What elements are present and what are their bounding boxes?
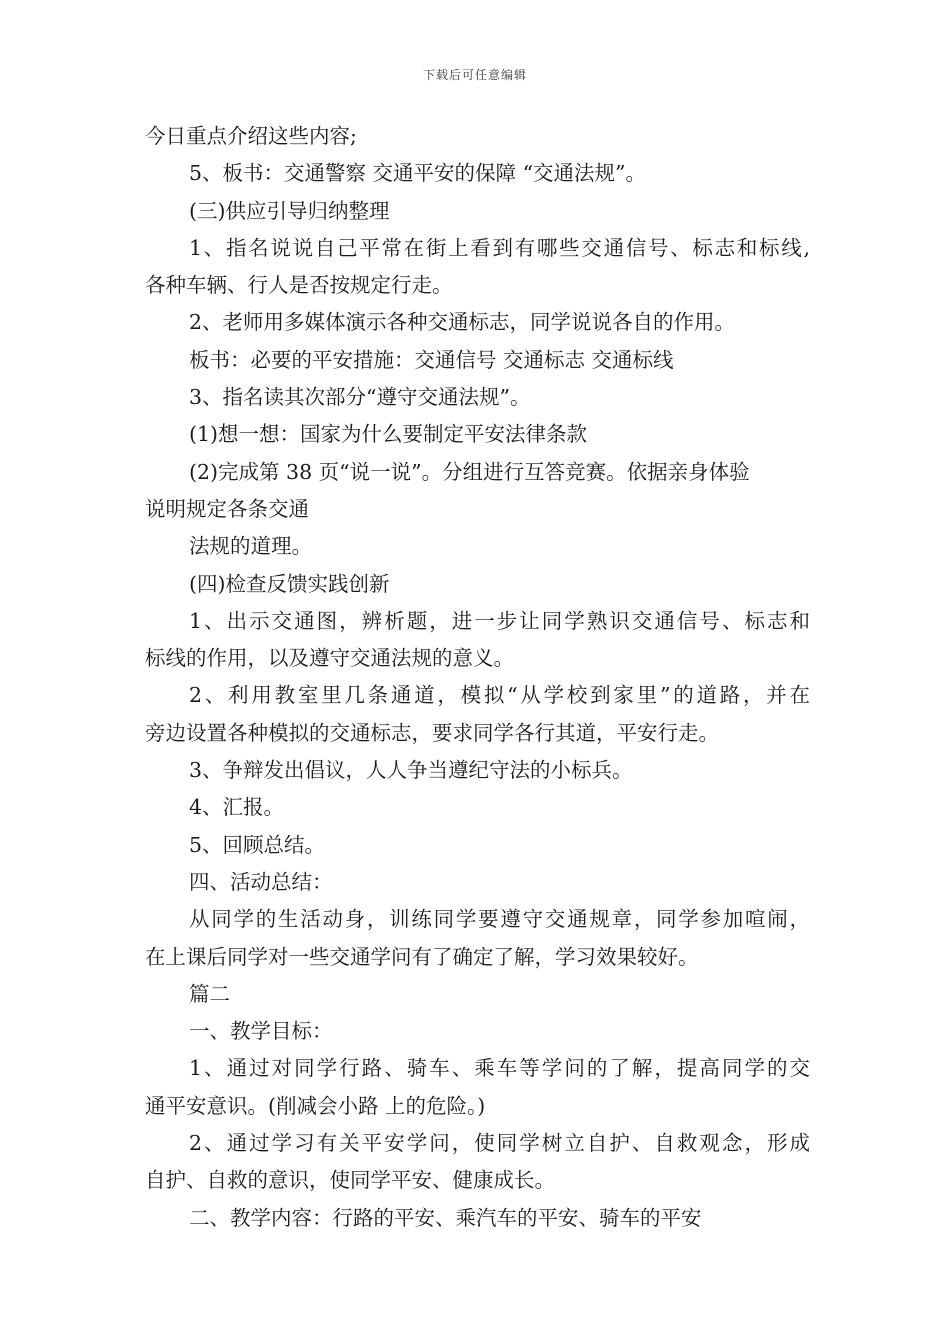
text-line: 各种车辆、行人是否按规定行走。 (145, 273, 453, 298)
text-line: 标线的作用，以及遵守交通法规的意义。 (145, 646, 514, 671)
text-line: 法规的道理。 (189, 534, 312, 559)
text-line: 2、老师用多媒体演示各种交通标志，同学说说各自的作用。 (189, 310, 736, 335)
text-line: 今日重点介绍这些内容; (145, 124, 357, 148)
text-line: 2、利用教室里几条通道，模拟“从学校到家里”的道路，并在 (189, 683, 810, 708)
text-line: 2、通过学习有关平安学问，使同学树立自护、自救观念，形成 (189, 1131, 810, 1156)
text-line: 3、争辩发出倡议，人人争当遵纪守法的小标兵。 (189, 758, 633, 783)
text-line: 一、教学目标： (189, 1019, 333, 1044)
text-line: 5、回顾总结。 (189, 832, 326, 857)
text-line: 5、板书：交通警察 交通平安的保障 “交通法规”。 (189, 161, 647, 186)
text-line: 二、教学内容：行路的平安、乘汽车的平安、骑车的平安 (189, 1205, 702, 1230)
text-line: 从同学的生活动身，训练同学要遵守交通规章，同学参加喧闹， (189, 907, 810, 932)
text-line: 旁边设置各种模拟的交通标志，要求同学各行其道，平安行走。 (145, 720, 719, 745)
text-line: 1、出示交通图，辨析题，进一步让同学熟识交通信号、标志和 (189, 608, 810, 633)
text-line: (四)检查反馈实践创新 (189, 571, 390, 596)
text-line: (1)想一想：国家为什么要制定平安法律条款 (189, 422, 588, 447)
text-line: 说明规定各条交通 (145, 496, 309, 521)
text-line: 板书：必要的平安措施：交通信号 交通标志 交通标线 (189, 347, 674, 372)
text-line: (2)完成第 38 页“说一说”。分组进行互答竞赛。依据亲身体验 (189, 459, 750, 484)
text-line: 3、指名读其次部分“遵守交通法规”。 (189, 385, 531, 410)
text-line: 1、通过对同学行路、骑车、乘车等学问的了解，提高同学的交 (189, 1056, 810, 1081)
text-line: (三)供应引导归纳整理 (189, 198, 390, 223)
text-line: 篇二 (189, 981, 230, 1006)
text-line: 四、活动总结： (189, 869, 333, 894)
text-line: 在上课后同学对一些交通学问有了确定了解，学习效果较好。 (145, 944, 699, 969)
text-line: 自护、自救的意识，使同学平安、健康成长。 (145, 1168, 555, 1193)
document-body (145, 118, 810, 1237)
page-header: 下载后可任意编辑 (422, 68, 527, 82)
text-line: 1、指名说说自己平常在街上看到有哪些交通信号、标志和标线, (189, 235, 810, 260)
text-line: 通平安意识。(削减会小路 上的危险。) (145, 1093, 486, 1118)
text-line: 4、汇报。 (189, 795, 285, 820)
